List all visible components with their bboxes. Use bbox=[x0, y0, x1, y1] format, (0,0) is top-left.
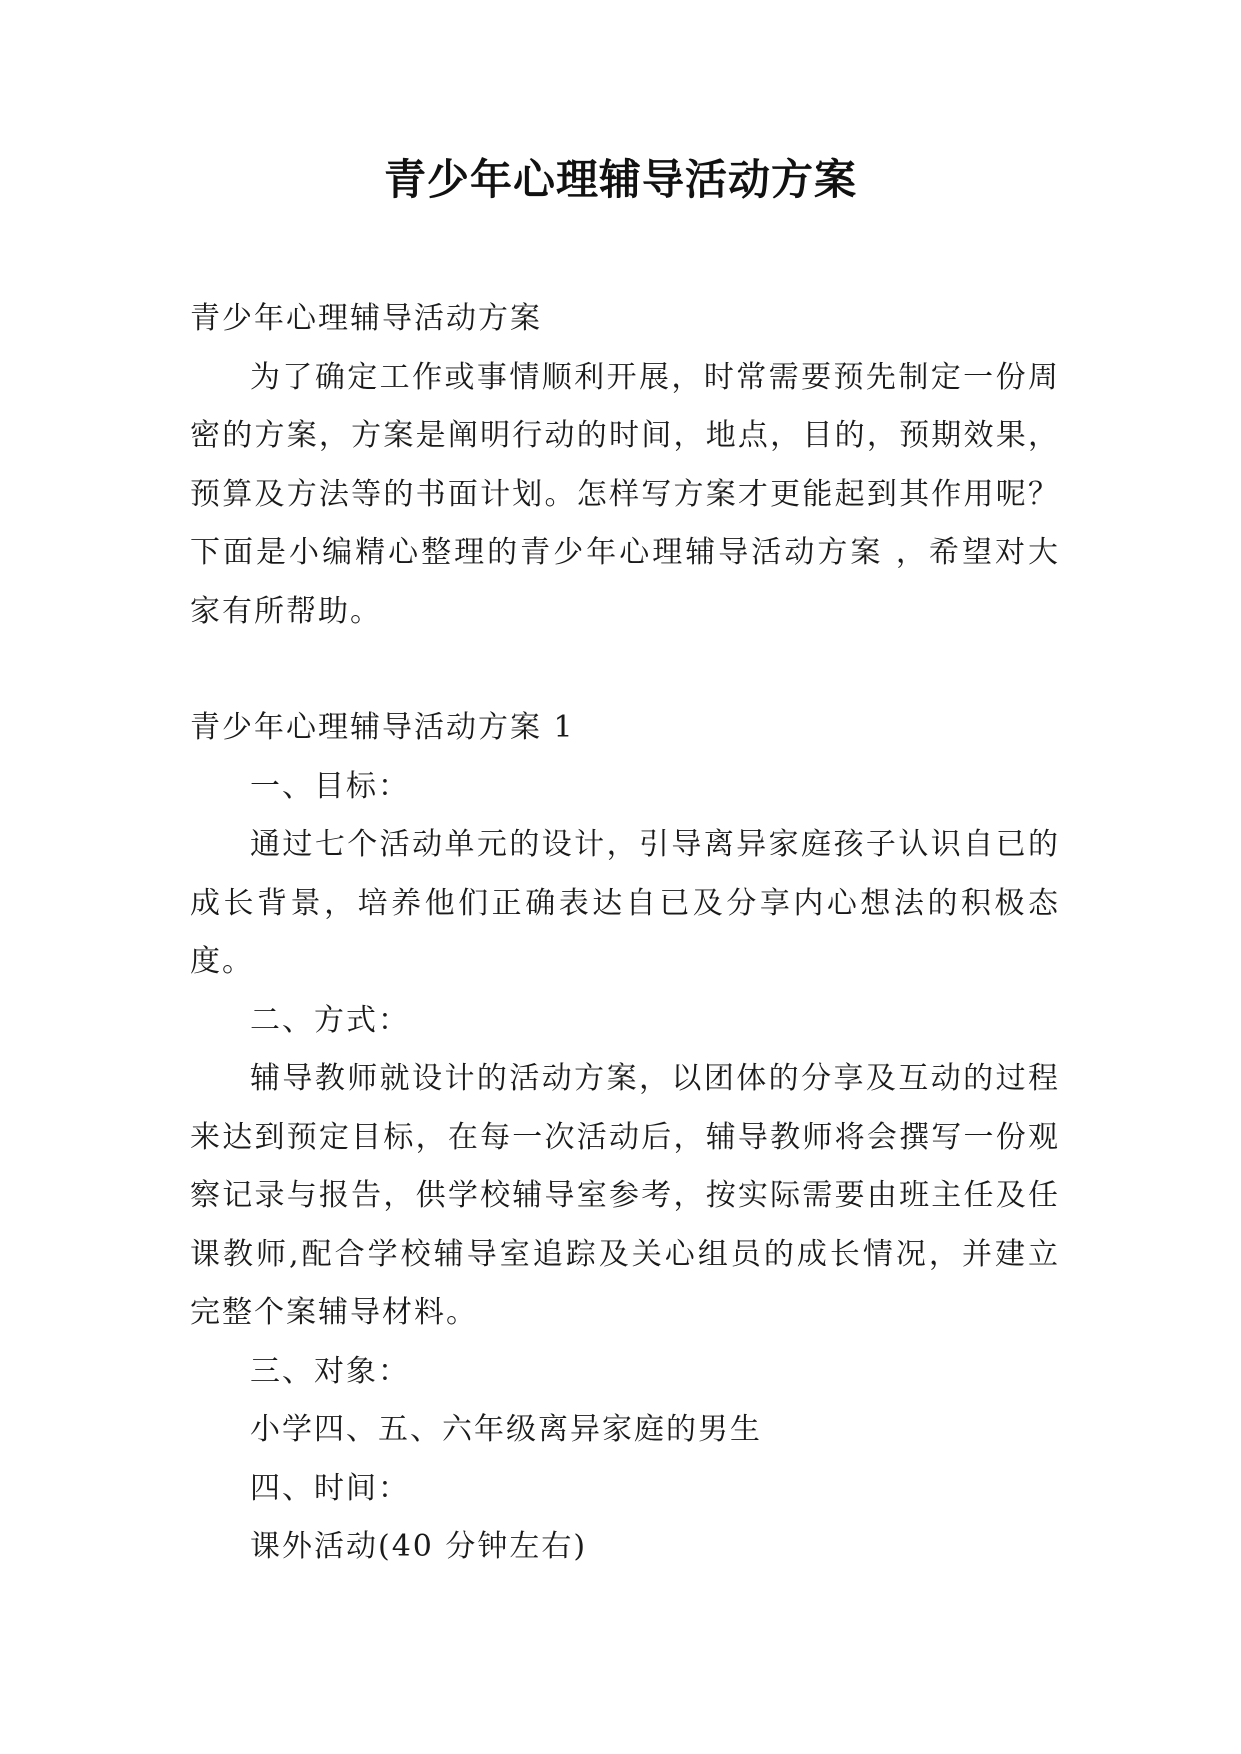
heading-target: 三、对象： bbox=[250, 1353, 410, 1389]
paragraph-goal: 通过七个活动单元的设计，引导离异家庭孩子认识自已的成长背景，培养他们正确表达自已及分享内心想法的积极态度。 bbox=[190, 827, 1060, 979]
paragraph-method: 辅导教师就设计的活动方案，以团体的分享及互动的过程来达到预定目标，在每一次活动后，辅导教师将会撰写一份观察记录与报告，供学校辅导室参考，按实际需要由班主任及任课教师,配合学校辅导室追踪及关心组员的成长情况，并建立完整个案辅导材料。 bbox=[190, 1061, 1060, 1330]
document-subtitle: 青少年心理辅导活动方案 bbox=[190, 301, 542, 336]
section-title: 青少年心理辅导活动方案 1 bbox=[190, 710, 575, 745]
document-title: 青少年心理辅导活动方案 bbox=[383, 155, 857, 204]
heading-time: 四、时间： bbox=[250, 1470, 410, 1506]
intro-paragraph: 为了确定工作或事情顺利开展，时常需要预先制定一份周密的方案，方案是阐明行动的时间，地点，目的，预期效果，预算及方法等的书面计划。怎样写方案才更能起到其作用呢？下面是小编精心整理的青少年心理辅导活动方案 ，希望对大家有所帮助。 bbox=[190, 359, 1060, 629]
paragraph-time: 课外活动(40 分钟左右) bbox=[250, 1529, 588, 1564]
paragraph-target: 小学四、五、六年级离异家庭的男生 bbox=[250, 1412, 762, 1447]
heading-goal: 一、目标： bbox=[250, 768, 410, 804]
heading-method: 二、方式： bbox=[250, 1002, 410, 1038]
paragraph-spacer bbox=[190, 641, 1060, 699]
document-body bbox=[190, 290, 1060, 1577]
